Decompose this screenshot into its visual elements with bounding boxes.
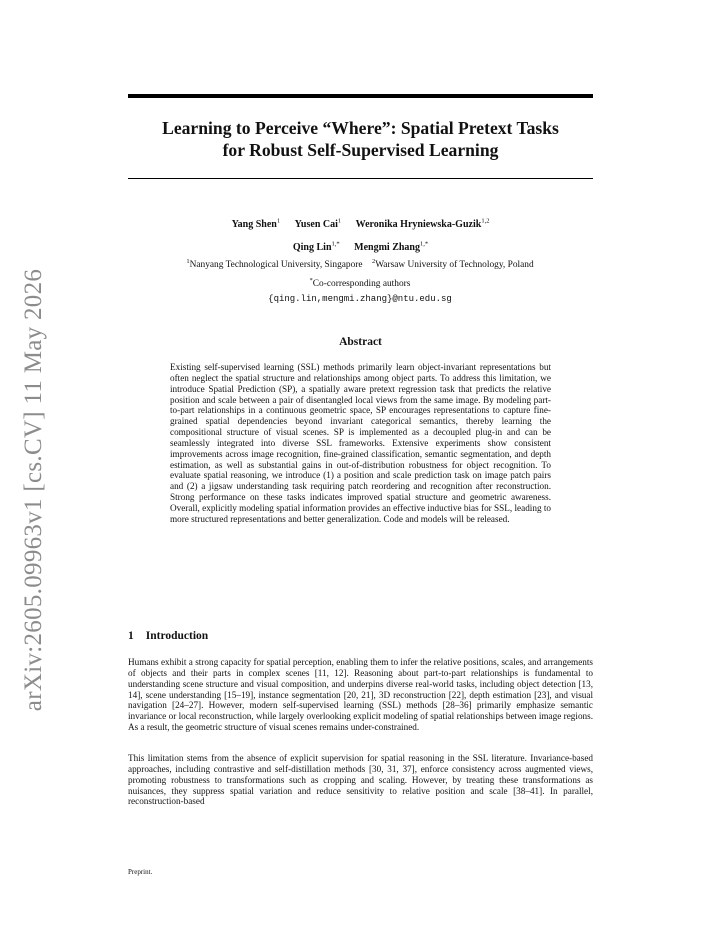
- affiliations: [100, 254, 620, 307]
- author: Qing Lin$^{1,*}$: [292, 240, 340, 253]
- section-heading-introduction: [128, 630, 208, 642]
- abstract-body: Existing self-supervised learning (SSL) methods primarily learn object-invariant representations but often neglect the spatial structure and relationships among object parts. To address this limitation, we introduce Spatial Prediction (SP), a spatially aware pretext regression task that predicts the relative position and scale between a pair of disentangled local views from the same image. By modeling part-to-part relationships in a continuous geometric space, SP encourages representations to capture fine-grained spatial dependencies beyond invariant categorical semantics, thereby learning the compositional structure of visual scenes. SP is implemented as a decoupled plug-in and can be seamlessly integrated into diverse SSL frameworks. Extensive experiments show consistent improvements across image recognition, fine-grained classification, semantic segmentation, and depth estimation, as well as substantial gains in out-of-distribution robustness for object recognition. To evaluate spatial reasoning, we introduce (1) a position and scale prediction task on image patch pairs and (2) a jigsaw understanding task requiring patch reordering and recognition after reconstruction. Strong performance on these tasks indicates improved spatial structure and geometric awareness. Overall, explicitly modeling spatial information provides an effective inductive bias for SSL, leading to more structured representations and better generalization. Code and models will be released.: [170, 362, 551, 524]
- paper-title-line-2: for Robust Self-Supervised Learning: [222, 140, 499, 160]
- section-title: Introduction: [145, 630, 209, 642]
- affiliation-line: $^1$Nanyang Technological University, Singapore $^2$Warsaw University of Technology, Poland: [186, 258, 534, 271]
- title-bottom-rule: [128, 178, 593, 179]
- section-number: 1: [128, 630, 134, 642]
- author-row-1: [128, 212, 593, 234]
- corresponding-note: *Co-corresponding authors: [309, 277, 411, 290]
- affiliation-2: Warsaw University of Technology, Poland: [375, 260, 534, 271]
- author: Mengmi Zhang$^{1,*}$: [354, 240, 429, 253]
- abstract-heading: Abstract: [339, 336, 382, 348]
- author: Yang Shen$^1$: [231, 218, 281, 231]
- author-email: {qing.lin,mengmi.zhang}@ntu.edu.sg: [268, 294, 452, 305]
- footer-note: Preprint.: [128, 868, 153, 876]
- author: Weronika Hryniewska-Guzik$^{1,2}$: [355, 218, 490, 231]
- title-top-rule: [128, 94, 593, 98]
- arxiv-identifier-text: arXiv:2605.09963v1 [cs.CV] 11 May 2026: [20, 268, 47, 712]
- paper-title: [128, 117, 593, 161]
- intro-paragraph-1: Humans exhibit a strong capacity for spatial perception, enabling them to infer the relative positions, scales, and arrangements of objects and their parts in complex scenes [11, 12]. Reasoning about part-to-part relationships is fundamental to understanding scene structure and visual composition, and underpins diverse real-world tasks, including object detection [13, 14], scene understanding [15–19], instance segmentation [20, 21], 3D reconstruction [22], depth estimation [23], and visual navigation [24–27]. However, modern self-supervised learning (SSL) methods [28–36] primarily emphasize semantic invariance or local reconstruction, while largely overlooking explicit modeling of spatial relationships between image regions. As a result, the geometric structure of visual scenes remains under-constrained.: [128, 657, 593, 733]
- arxiv-identifier: [14, 268, 54, 712]
- author-list: [128, 212, 593, 257]
- author: Yusen Cai$^1$: [294, 218, 342, 231]
- intro-paragraph-2: This limitation stems from the absence of explicit supervision for spatial reasoning in the SSL literature. Invariance-based approaches, including contrastive and self-distillation methods [30, 31, 37], enforce consistency across augmented views, promoting robustness to transformations such as cropping and scaling. However, by treating these transformations as nuisances, they suppress spatial variation and reduce sensitivity to relative position and scale [38–41]. In parallel, reconstruction-based: [128, 753, 593, 807]
- paper-title-line-1: Learning to Perceive “Where”: Spatial Pretext Tasks: [162, 118, 559, 138]
- affiliation-1: Nanyang Technological University, Singapore: [189, 260, 363, 271]
